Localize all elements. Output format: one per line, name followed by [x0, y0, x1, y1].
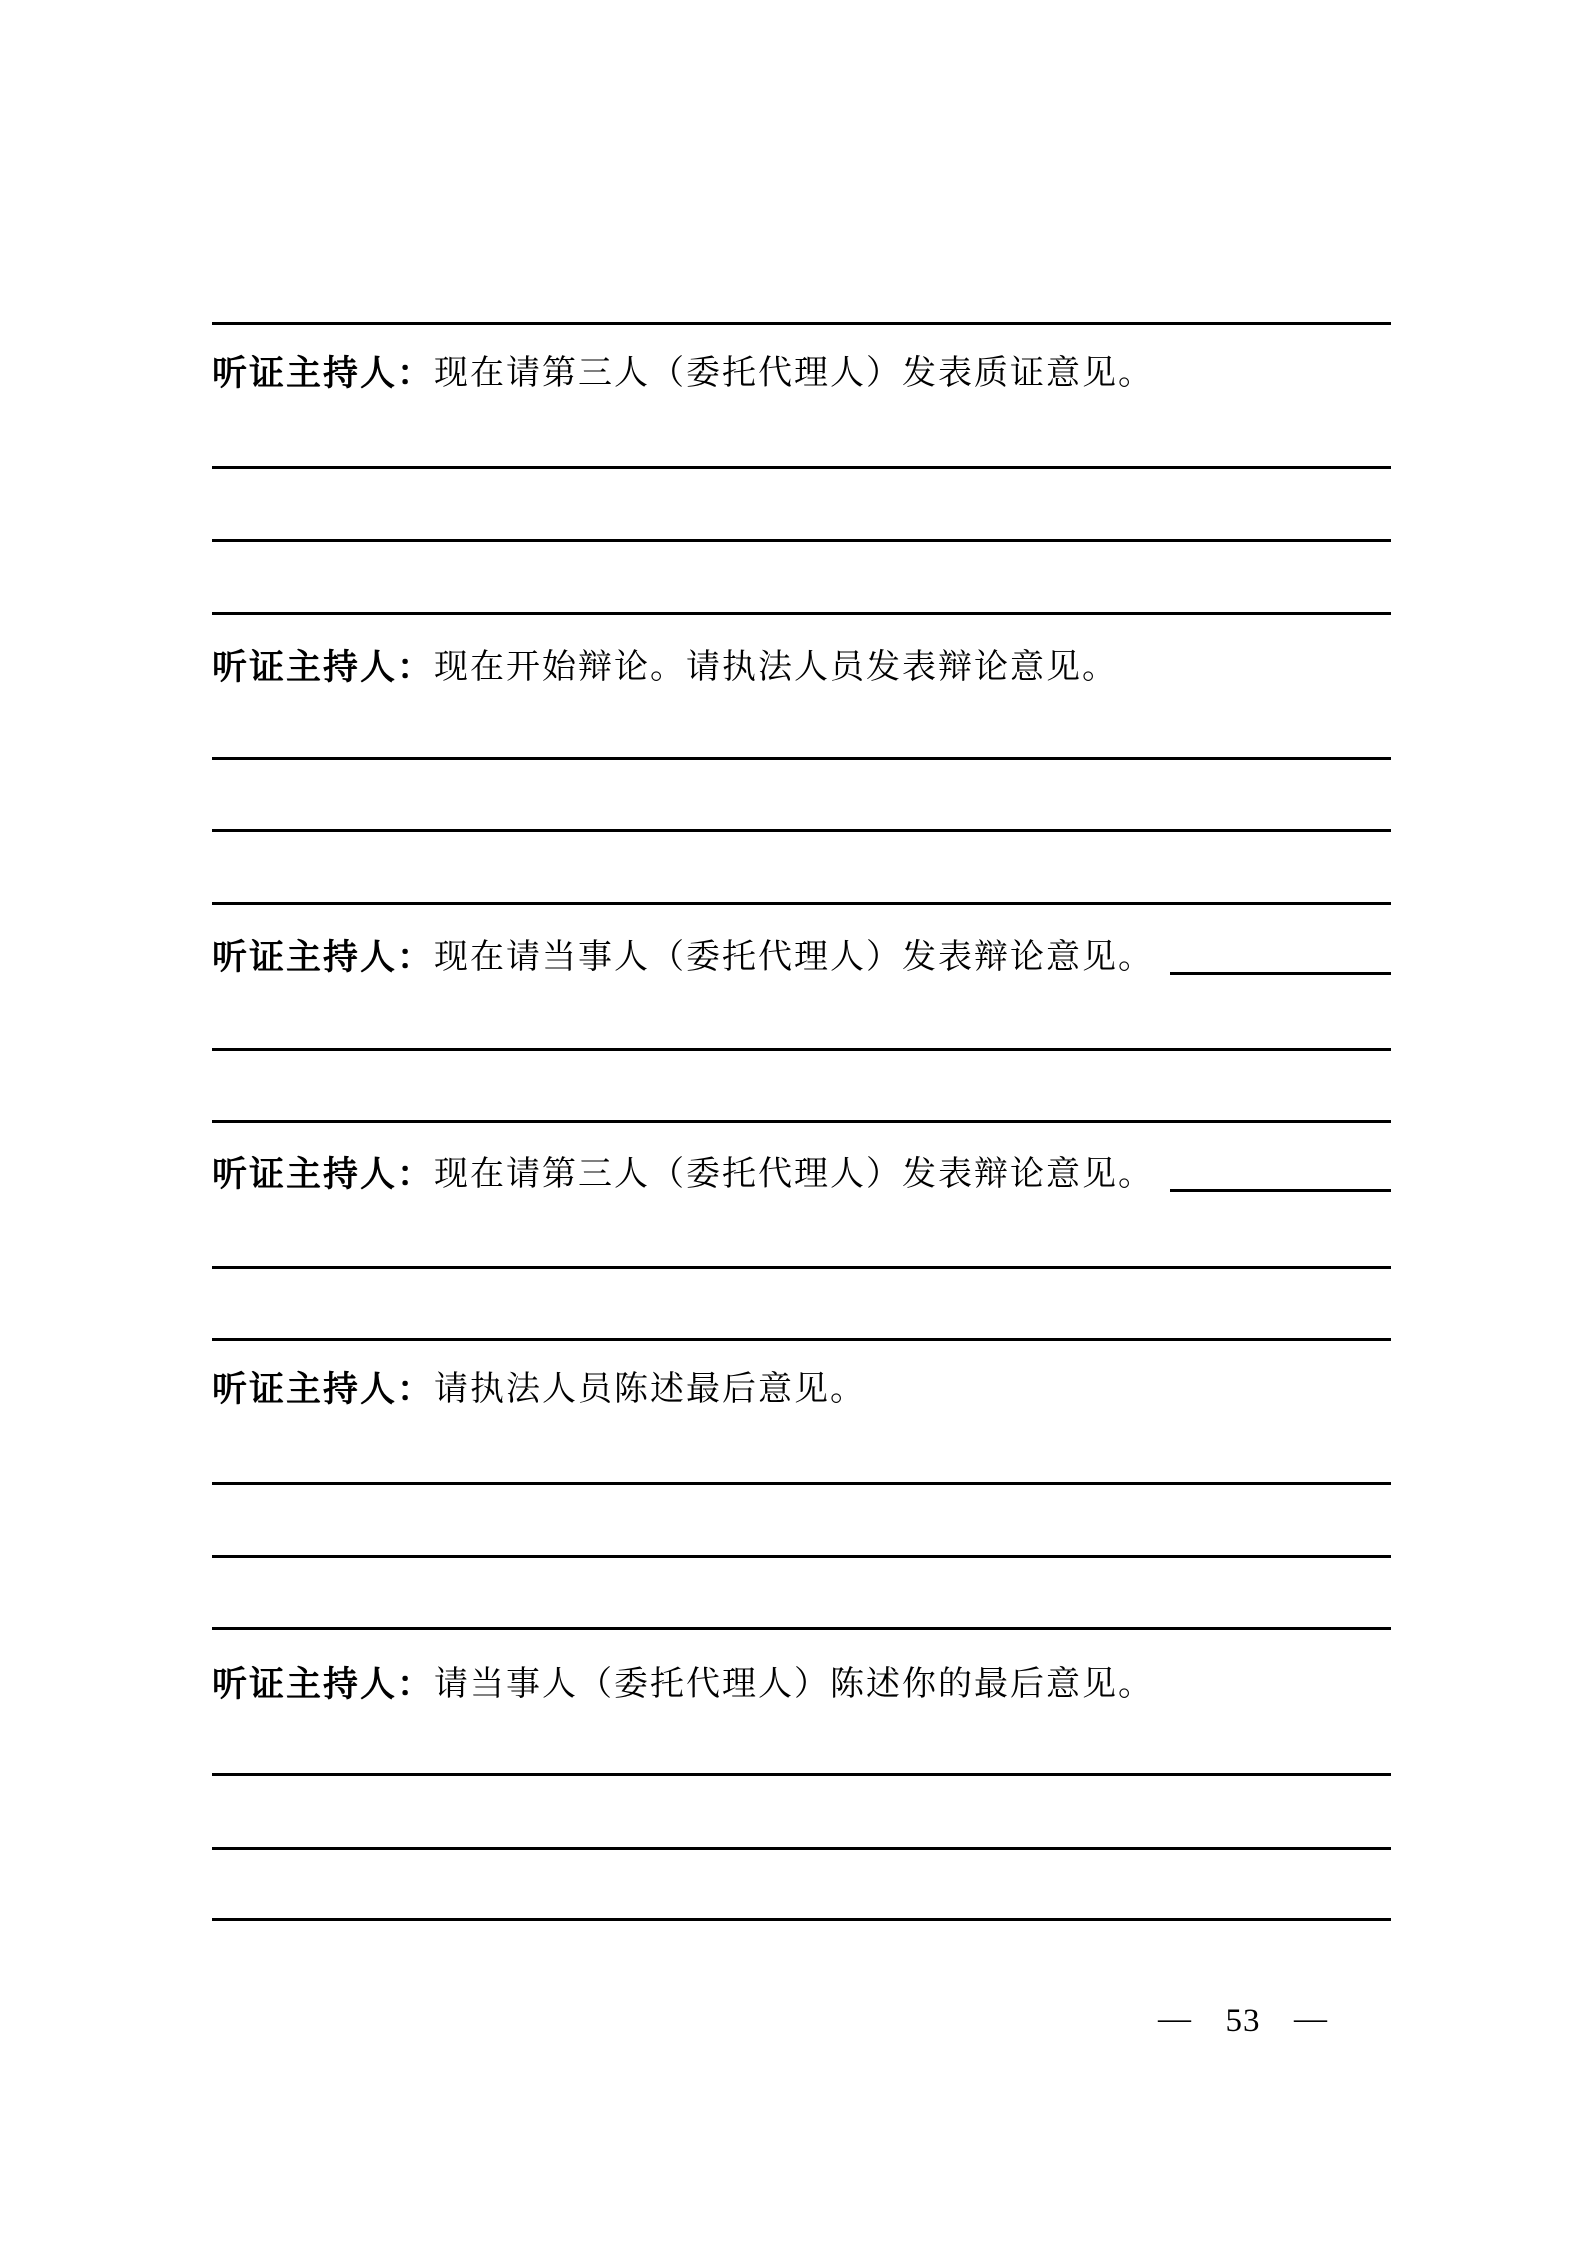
- ruled-line: [212, 829, 1391, 832]
- ruled-line: [212, 612, 1391, 615]
- dialogue-text: 现在请当事人（委托代理人）发表辩论意见。: [434, 939, 1155, 976]
- dialogue-text: 现在请第三人（委托代理人）发表质证意见。: [434, 355, 1155, 392]
- ruled-line: [212, 1338, 1391, 1341]
- dialogue-block-1: [212, 351, 1391, 397]
- page-footer: [1158, 2003, 1328, 2040]
- page-number: 53: [1225, 2003, 1261, 2039]
- ruled-line: [212, 902, 1391, 905]
- ruled-line: [212, 1266, 1391, 1269]
- dialogue-text: 请当事人（委托代理人）陈述你的最后意见。: [434, 1666, 1155, 1703]
- ruled-line: [212, 757, 1391, 760]
- ruled-line: [212, 1120, 1391, 1123]
- dialogue-block-5: [212, 1367, 1391, 1413]
- blank-writing-underline: [1170, 972, 1391, 975]
- speaker-label: 听证主持人：: [212, 938, 435, 977]
- blank-writing-underline: [1170, 1189, 1391, 1192]
- ruled-line: [212, 539, 1391, 542]
- ruled-line: [212, 1627, 1391, 1630]
- footer-dash-left: —: [1158, 2001, 1192, 2037]
- ruled-line: [212, 1482, 1391, 1485]
- ruled-line: [212, 1847, 1391, 1850]
- speaker-label: 听证主持人：: [212, 1155, 435, 1194]
- dialogue-block-6: [212, 1662, 1391, 1708]
- ruled-line: [212, 322, 1391, 325]
- speaker-label: 听证主持人：: [212, 648, 435, 687]
- ruled-line: [212, 466, 1391, 469]
- speaker-label: 听证主持人：: [212, 1370, 435, 1409]
- dialogue-text: 请执法人员陈述最后意见。: [434, 1371, 867, 1408]
- dialogue-block-2: [212, 645, 1391, 691]
- ruled-line: [212, 1773, 1391, 1776]
- speaker-label: 听证主持人：: [212, 1665, 435, 1704]
- dialogue-block-3: [212, 935, 1391, 981]
- ruled-line: [212, 1048, 1391, 1051]
- ruled-line: [212, 1555, 1391, 1558]
- dialogue-block-4: [212, 1152, 1391, 1198]
- speaker-label: 听证主持人：: [212, 354, 435, 393]
- dialogue-text: 现在请第三人（委托代理人）发表辩论意见。: [434, 1156, 1155, 1193]
- dialogue-text: 现在开始辩论。请执法人员发表辩论意见。: [434, 649, 1119, 686]
- footer-dash-right: —: [1294, 2001, 1328, 2037]
- ruled-line: [212, 1918, 1391, 1921]
